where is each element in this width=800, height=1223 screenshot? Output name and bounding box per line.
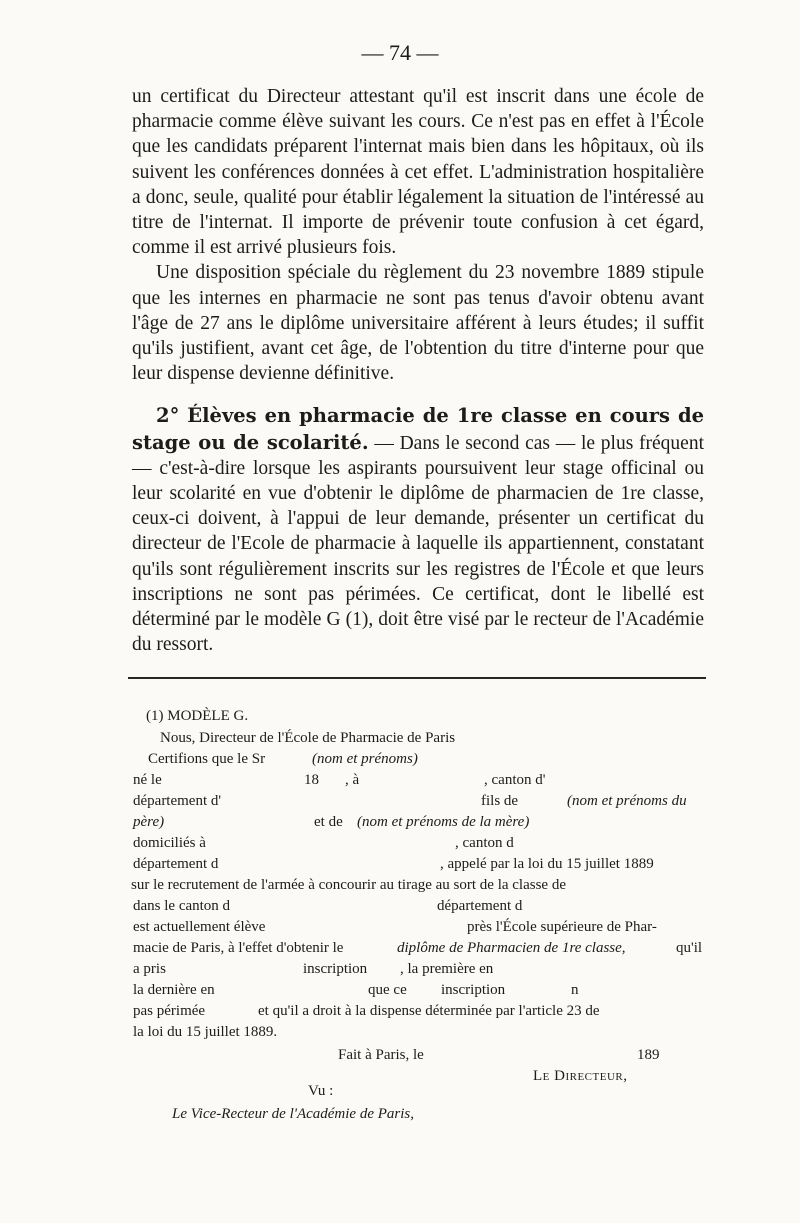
form-line-12-inscription: inscription bbox=[303, 961, 368, 977]
form-line-3-canton: , canton d' bbox=[484, 772, 546, 788]
form-line-15: la loi du 15 juillet 1889. bbox=[133, 1024, 278, 1040]
page-number: — 74 — bbox=[361, 40, 439, 65]
form-line-13-inscription: inscription bbox=[441, 982, 506, 998]
form-line-9-dept: département d bbox=[437, 898, 523, 914]
form-line-1: Nous, Directeur de l'École de Pharmacie de Paris bbox=[160, 730, 456, 746]
form-line-14-dispense: et qu'il a droit à la dispense déterminée par l'article 23 de bbox=[258, 1003, 600, 1019]
form-year: 189 bbox=[637, 1047, 660, 1063]
form-line-10-school: près l'École supérieure de Phar- bbox=[467, 919, 657, 935]
form-line-6: domiciliés à bbox=[133, 835, 206, 851]
form-line-2-italic: (nom et prénoms) bbox=[312, 751, 418, 767]
form-line-4-italic: (nom et prénoms du bbox=[567, 793, 687, 809]
form-line-12-first: , la première en bbox=[400, 961, 494, 977]
form-signature-director: Le Directeur, bbox=[533, 1068, 628, 1084]
form-line-3-place: , à bbox=[345, 772, 360, 788]
form-line-5-mother: (nom et prénoms de la mère) bbox=[357, 814, 530, 830]
form-line-13-que: que ce bbox=[368, 982, 407, 998]
form-line-13-n: n bbox=[571, 982, 579, 998]
form-line-6-canton: , canton d bbox=[455, 835, 514, 851]
form-line-14: pas périmée bbox=[133, 1003, 206, 1019]
footnote-separator bbox=[128, 677, 706, 679]
form-line-5-italic: père) bbox=[133, 814, 165, 830]
form-line-5: et de bbox=[314, 814, 343, 830]
form-line-3: né le bbox=[133, 772, 162, 788]
main-text bbox=[132, 84, 704, 657]
paragraph-1: un certificat du Directeur attestant qu'il est inscrit dans une école de pharmacie comme élève suivant les cours. Ce n'est pas en effet à l'École que les candidats préparent l'internat mais bien dans les hôpitaux, où ils suivent les conférences données à cet effet. L'administration hospitalière a donc, seule, qualité pour établir légalement la situation de l'intéressé au titre de l'internat. Il importe de prévenir toute confusion à cet égard, comme il est arrivé plusieurs fois. bbox=[132, 86, 704, 259]
form-line-8: sur le recrutement de l'armée à concourir au tirage au sort de la classe de bbox=[131, 877, 566, 893]
section-gap bbox=[132, 386, 704, 403]
form-line-11-end: qu'il bbox=[676, 940, 703, 956]
form-line-13: la dernière en bbox=[133, 982, 215, 998]
form-line-10: est actuellement élève bbox=[133, 919, 266, 935]
section-2-heading: 2° Élèves en pharmacie de 1re classe en cours de stage ou de scolarité. bbox=[132, 404, 704, 454]
form-line-4: département d' bbox=[133, 793, 222, 809]
form-line-7-law: , appelé par la loi du 15 juillet 1889 bbox=[440, 856, 654, 872]
form-place-date: Fait à Paris, le bbox=[338, 1047, 424, 1063]
form-line-3-year: 18 bbox=[304, 772, 319, 788]
form-line-11: macie de Paris, à l'effet d'obtenir le bbox=[133, 940, 344, 956]
form-line-7: département d bbox=[133, 856, 219, 872]
section-2-text: — Dans le second cas — le plus fréquent — c'est-à-dire lorsque les aspirants poursuivent leur stage officinal ou leur scolarité en vue d'obtenir le diplôme de pharmacien de 1re classe, ceux-ci doivent, à l'appui de leur demande, présenter un certificat du directeur de l'Ecole de pharmacie à laquelle ils appartiennent, constatant qu'ils sont régulièrement inscrits sur les registres de l'École et que leurs inscriptions ne sont pas périmées. Ce certificat, dont le libellé est déterminé par le modèle G (1), doit être visé par le recteur de l'Académie du ressort. bbox=[132, 432, 704, 656]
form-line-2: Certifions que le Sr bbox=[148, 751, 266, 767]
form-line-9: dans le canton d bbox=[133, 898, 231, 914]
form-vu: Vu : bbox=[308, 1083, 334, 1099]
paragraph-2: Une disposition spéciale du règlement du 23 novembre 1889 stipule que les internes en pharmacie ne sont pas tenus d'avoir obtenu avant l'âge de 27 ans le diplôme universitaire afférent à leurs études; il suffit qu'ils justifient, avant cet âge, de l'obtention du titre d'interne pour que leur dispense devienne définitive. bbox=[132, 262, 704, 385]
footnote-label: (1) MODÈLE G. bbox=[146, 708, 249, 724]
form-line-12: a pris bbox=[133, 961, 166, 977]
form-line-4-fils: fils de bbox=[481, 793, 519, 809]
section-2-paragraph bbox=[132, 403, 704, 657]
form-line-11-italic: diplôme de Pharmacien de 1re classe, bbox=[397, 940, 626, 956]
form-signature-vice-rector: Le Vice-Recteur de l'Académie de Paris, bbox=[172, 1106, 414, 1122]
